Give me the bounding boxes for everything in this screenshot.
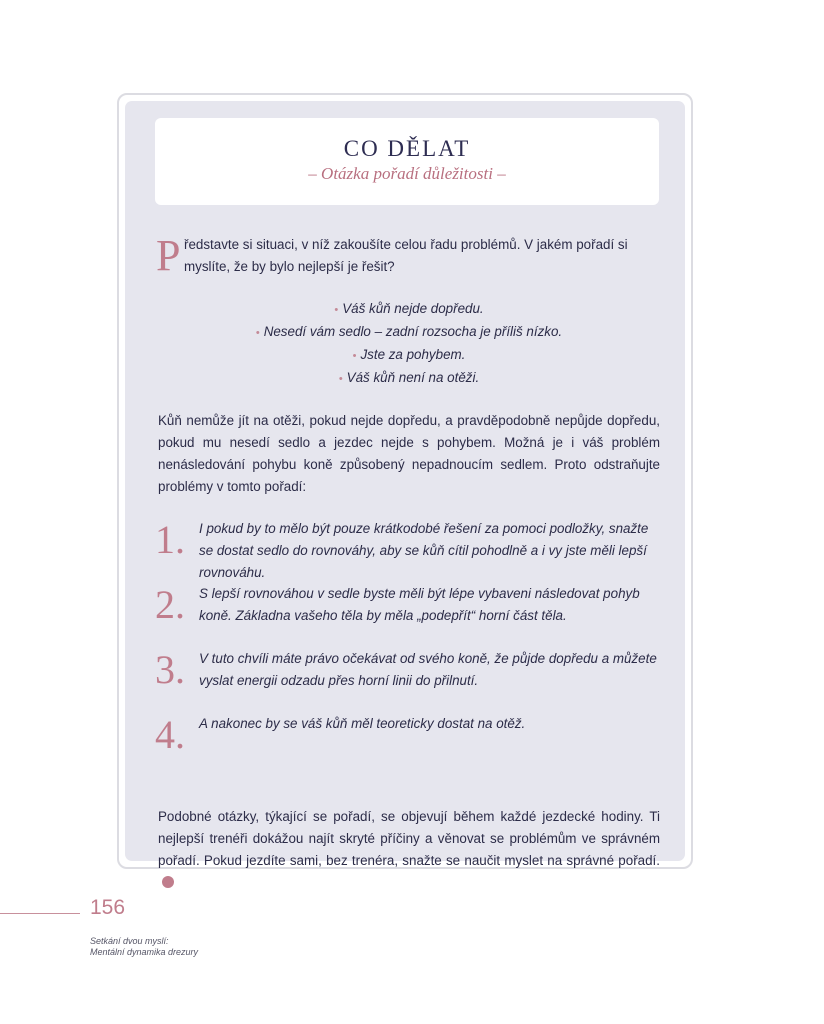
step-number: 1. xyxy=(155,517,185,562)
step-item xyxy=(155,517,660,583)
info-box-frame xyxy=(117,93,693,869)
body-paragraph: Kůň nemůže jít na otěži, pokud nejde dopředu, a pravděpodobně nepůjde dopředu, pokud mu nesedí sedlo a jezdec nejde s pohybem. Možná je i váš problém nenásledování pohybu koně způsobený nepadnoucím sedlem. Proto odstraňujte problémy v tomto pořadí: xyxy=(158,413,660,494)
title-box xyxy=(155,118,659,205)
drop-cap: P xyxy=(156,231,181,280)
step-item xyxy=(155,647,660,713)
step-item xyxy=(155,582,660,648)
page-number: 156 xyxy=(90,896,126,919)
intro-paragraph xyxy=(156,231,660,280)
bullet-icon: • xyxy=(352,350,357,362)
box-subtitle: – Otázka pořadí důležitosti – xyxy=(308,164,506,183)
bullet-text: Jste za pohybem. xyxy=(360,347,466,362)
step-item xyxy=(155,712,660,778)
bullet-icon: • xyxy=(338,373,343,385)
bullet-icon: • xyxy=(334,304,339,316)
bullet-item xyxy=(158,321,660,344)
bullet-item xyxy=(158,367,660,390)
step-text: A nakonec by se váš kůň měl teoreticky dostat na otěž. xyxy=(199,716,526,731)
step-text: I pokud by to mělo být pouze krátkodobé řešení za pomoci podložky, snažte se dostat sedlo do rovnováhy, aby se kůň cítil pohodlně a i vy jste měli lepší rovnováhu. xyxy=(199,521,649,580)
box-title: CO DĚLAT xyxy=(343,136,471,161)
info-box-panel xyxy=(125,101,685,868)
step-number: 3. xyxy=(155,647,185,692)
page-number-rule xyxy=(0,913,80,914)
bullet-item xyxy=(158,344,660,367)
numbered-steps xyxy=(155,517,660,778)
bullet-text: Váš kůň nejde dopředu. xyxy=(342,301,484,316)
bullet-list xyxy=(158,298,660,390)
closing-text: Podobné otázky, týkající se pořadí, se objevují během každé jezdecké hodiny. Ti nejlepší trenéři dokážou najít skryté příčiny a věnovat se problémům ve správném pořadí. Pokud jezdíte sami, bez trenéra, snažte se naučit myslet na správné pořadí. xyxy=(158,809,660,868)
step-number: 4. xyxy=(155,712,185,757)
end-mark-icon xyxy=(162,876,174,888)
step-number: 2. xyxy=(155,582,185,627)
bullet-icon: • xyxy=(255,327,260,339)
intro-text: ředstavte si situaci, v níž zakoušíte celou řadu problémů. V jakém pořadí si myslíte, že by bylo nejlepší je řešit? xyxy=(184,237,628,274)
step-text: S lepší rovnováhou v sedle byste měli být lépe vybaveni následovat pohyb koně. Základna vašeho těla by měla „podepřít“ horní část těla. xyxy=(199,586,640,623)
step-text: V tuto chvíli máte právo očekávat od svého koně, že půjde dopředu a můžete vyslat energii odzadu přes horní linii do přilnutí. xyxy=(199,651,657,688)
running-footer: Setkání dvou myslí: Mentální dynamika drezury xyxy=(90,936,199,957)
closing-paragraph xyxy=(158,806,660,894)
box-content xyxy=(155,231,660,894)
bullet-text: Nesedí vám sedlo – zadní rozsocha je příliš nízko. xyxy=(263,324,563,339)
bullet-item xyxy=(158,298,660,321)
bullet-text: Váš kůň není na otěži. xyxy=(346,370,480,385)
